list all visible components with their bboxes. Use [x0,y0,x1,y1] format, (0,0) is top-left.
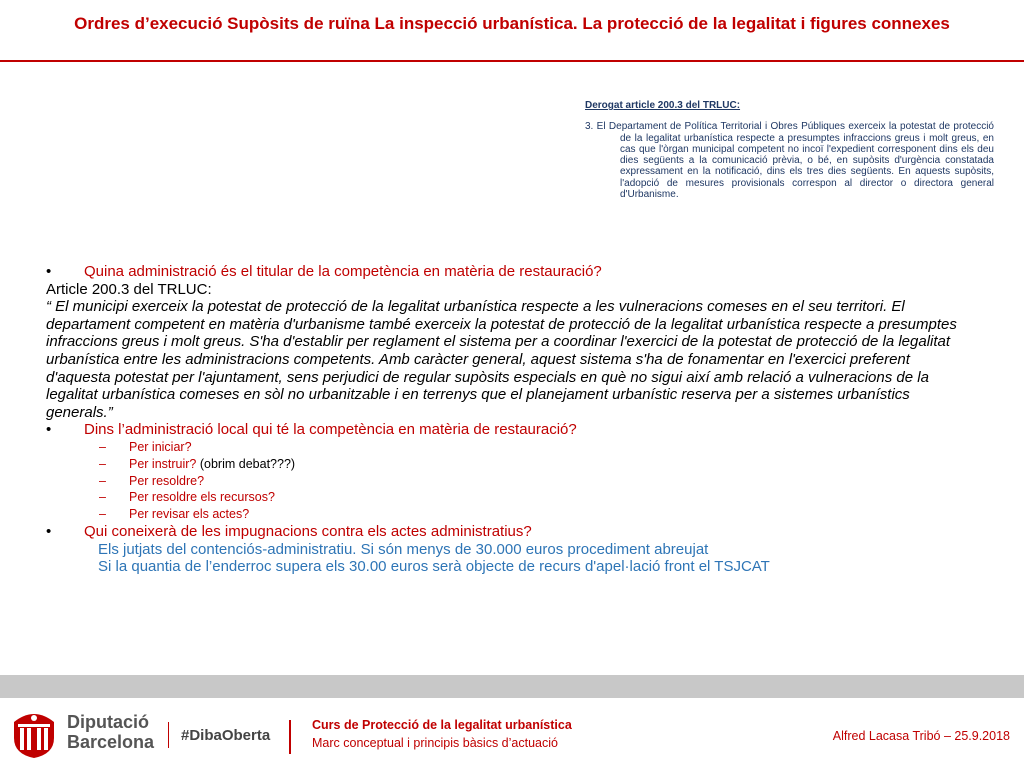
footer [0,698,1024,768]
derogat-heading: Derogat article 200.3 del TRLUC: [585,100,741,111]
footer-separator [289,720,291,754]
hashtag: #DibaOberta [181,727,271,744]
question-2-text: Dins l’administració local qui té la competència en matèria de restauració? [84,421,577,439]
answer-2: Si la quantia de l’enderroc supera els 30.00 euros serà objecte de recurs d'apel·lació front el TSJCAT [98,558,770,576]
organization-name [67,712,154,752]
footer-separator [168,722,169,748]
dash-icon: – [99,439,106,454]
question-3 [46,523,976,541]
sub-item-note: (obrim debat???) [196,456,296,471]
dash-icon: – [99,456,106,471]
answer-1: Els jutjats del contenciós-administratiu. Si són menys de 30.000 euros procediment abreujat [98,540,709,558]
diputacio-logo-icon [10,708,58,758]
article-reference: Article 200.3 del TRLUC: [46,280,212,298]
bullet-icon: • [46,263,52,280]
list-item [46,473,976,490]
question-1 [46,263,976,281]
author-date: Alfred Lacasa Tribó – 25.9.2018 [832,729,1010,743]
derogat-note [585,100,994,200]
article-quote: “ El municipi exerceix la potestat de protecció de la legalitat urbanística respecte a les vulneracions comeses en el seu territori. El departament competent en matèria d'urbanisme també exerceix la potestat de protecció de la legalitat urbanística respecte a presumptes infraccions greus i molt greus. S'ha d'establir per reglament el sistema per a coordinar l'exercici de la potestat de protecció de la legalitat urbanística entre les administracions competents. Amb caràcter general, aquest sistema s'ha de fonamentar en l'exercici preferent d'aquesta potestat per l'ajuntament, sens perjudici de regular supòsits especials en què no sigui així amb relació a vulneracions de la legalitat urbanística comeses en sòl no urbanitzable i en terrenys que el planejament urbanístic reserva per a sistemes urbanístics generals.” [46,298,957,421]
question-1-text: Quina administració és el titular de la competència en matèria de restauració? [84,263,602,280]
organization-line-1: Diputació [67,712,150,732]
dash-icon: – [99,507,106,522]
bullet-icon: • [46,421,52,439]
slide-content [46,263,976,576]
slide-title: Ordres d’execució Supòsits de ruïna La inspecció urbanística. La protecció de la legalitat i figures connexes [74,14,950,33]
dash-icon: – [99,473,106,488]
course-title: Curs de Protecció de la legalitat urbanística [312,718,572,732]
course-info [312,716,572,752]
dash-icon: – [99,490,106,505]
list-item [46,439,976,456]
sub-item-label: Per instruir? [129,456,197,471]
footer-band [0,675,1024,698]
question-2 [46,421,976,439]
list-item [46,489,976,506]
bullet-icon: • [46,522,52,540]
sub-item-label: Per revisar els actes? [129,507,250,522]
sub-item-label: Per iniciar? [129,439,192,454]
course-subtitle: Marc conceptual i principis bàsics d’actuació [312,736,558,750]
list-item [46,456,976,473]
organization-line-2: Barcelona [67,732,155,752]
sub-item-label: Per resoldre els recursos? [129,490,275,505]
derogat-body: 3. El Departament de Política Territorial i Obres Públiques exerceix la potestat de protecció de la legalitat urbanística respecte a presumptes infraccions greus i molt greus, en cas que l'òrgan municipal competent no incoï l'expedient corresponent dins els deu dies següents a la comunicació prèvia, o bé, en supòsits d'urgència constatada expressament en la notificació, dins els tres dies següents. En aquests supòsits, l'adopció de mesures provisionals correspon al director o directora general d'Urbanisme. [585,121,994,201]
sub-item-label: Per resoldre? [129,473,205,488]
list-item [46,506,976,523]
title-divider [0,60,1024,62]
question-3-text: Qui coneixerà de les impugnacions contra els actes administratius? [84,522,532,540]
